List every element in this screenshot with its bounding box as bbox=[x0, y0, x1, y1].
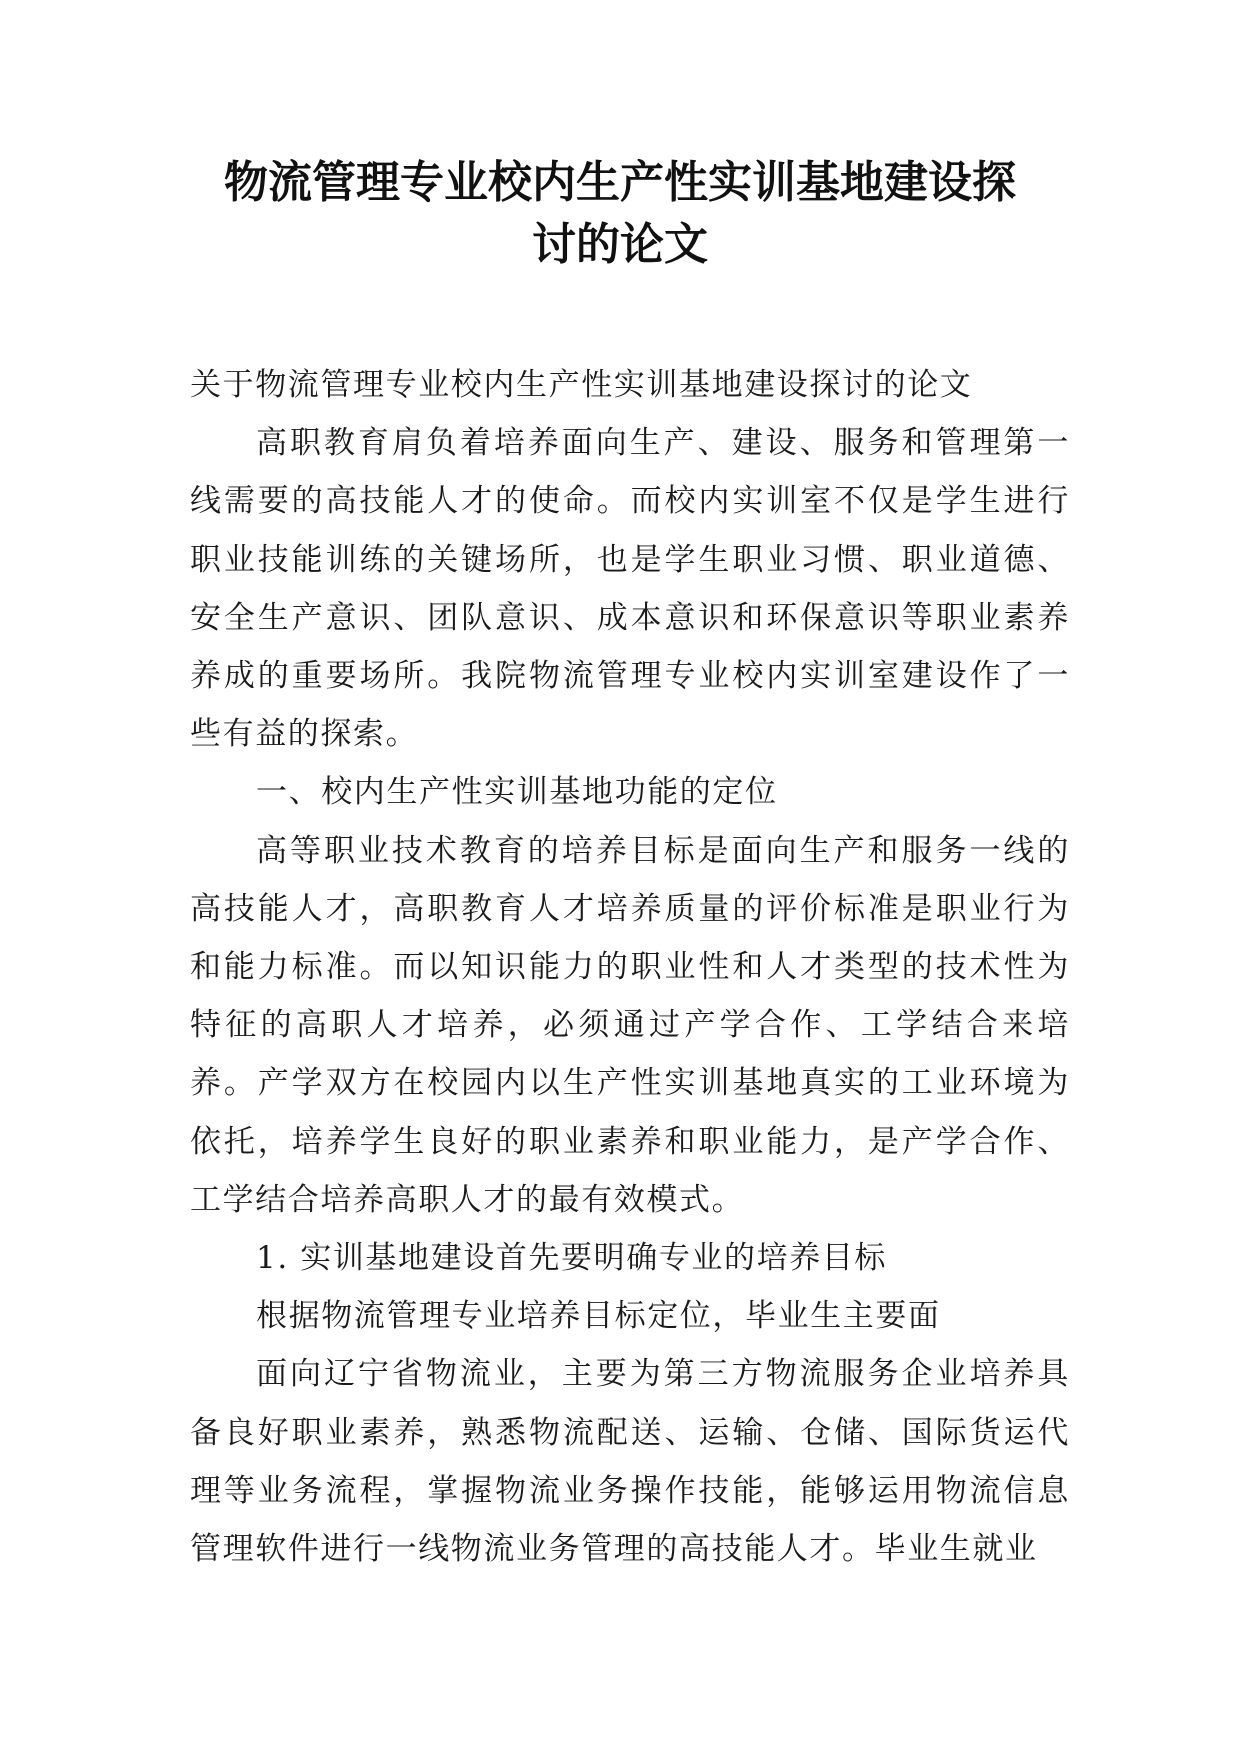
title-line-1: 物流管理专业校内生产性实训基地建设探 bbox=[224, 157, 1016, 208]
body-paragraph: 面向辽宁省物流业，主要为第三方物流服务企业培养具备良好职业素养，熟悉物流配送、运输、仓储、国际货运代理等业务流程，掌握物流业务操作技能，能够运用物流信息管理软件进行一线物流业务管理的高技能人才。毕业生就业 bbox=[190, 1356, 1070, 1568]
document-title bbox=[150, 152, 1090, 276]
body-paragraph: 根据物流管理专业培养目标定位，毕业生主要面 bbox=[256, 1298, 941, 1335]
subtitle-paragraph: 关于物流管理专业校内生产性实训基地建设探讨的论文 bbox=[190, 367, 973, 403]
document-body bbox=[190, 356, 1070, 1578]
section-heading: 一、校内生产性实训基地功能的定位 bbox=[256, 774, 778, 811]
title-line-2: 讨的论文 bbox=[532, 219, 708, 270]
body-paragraph: 高等职业技术教育的培养目标是面向生产和服务一线的高技能人才，高职教育人才培养质量的评价标准是职业行为和能力标准。而以知识能力的职业性和人才类型的技术性为特征的高职人才培养，必须通过产学合作、工学结合来培养。产学双方在校园内以生产性实训基地真实的工业环境为依托，培养学生良好的职业素养和职业能力，是产学合作、工学结合培养高职人才的最有效模式。 bbox=[190, 832, 1070, 1218]
subsection-heading: 1. 实训基地建设首先要明确专业的培养目标 bbox=[256, 1240, 888, 1277]
body-paragraph: 高职教育肩负着培养面向生产、建设、服务和管理第一线需要的高技能人才的使命。而校内实训室不仅是学生进行职业技能训练的关键场所，也是学生职业习惯、职业道德、安全生产意识、团队意识、成本意识和环保意识等职业素养养成的重要场所。我院物流管理专业校内实训室建设作了一些有益的探索。 bbox=[190, 425, 1070, 753]
